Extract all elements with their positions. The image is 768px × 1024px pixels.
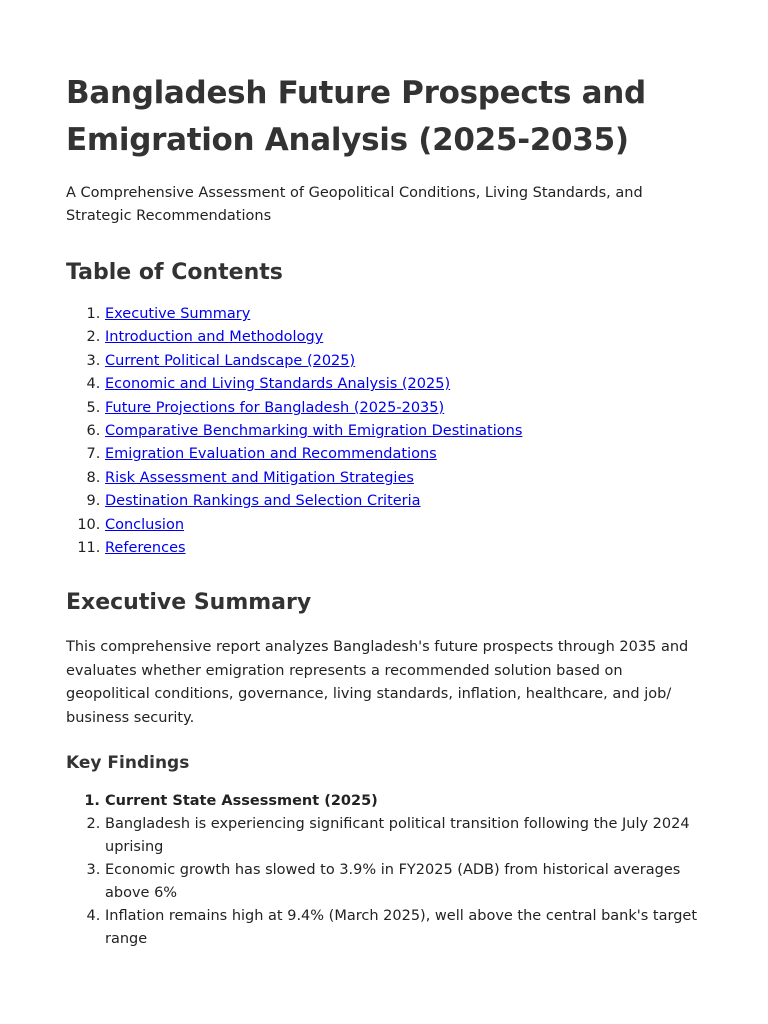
toc-item	[105, 303, 702, 326]
key-finding-item: 1. Current State Assessment (2025)	[105, 790, 702, 813]
toc-item	[105, 443, 702, 466]
page-title: Bangladesh Future Prospects and Emigration Analysis (2025-2035)	[66, 75, 646, 158]
toc-heading: Table of Contents	[66, 260, 283, 285]
key-findings-heading: Key Findings	[66, 753, 190, 774]
key-finding-item: 3. Economic growth has slowed to 3.9% in FY2025 (ADB) from historical averages above 6%	[105, 859, 702, 905]
toc-link-risk-assessment[interactable]: Risk Assessment and Mitigation Strategies	[105, 469, 414, 486]
toc-link-comparative-benchmarking[interactable]: Comparative Benchmarking with Emigration Destinations	[105, 423, 523, 440]
key-findings-list	[66, 790, 702, 951]
toc-list	[66, 303, 702, 560]
executive-summary-heading: Executive Summary	[66, 590, 312, 616]
toc-item	[105, 350, 702, 373]
executive-summary-paragraph: This comprehensive report analyzes Bangladesh's future prospects through 2035 and evaluates whether emigration represents a recommended solution based on geopolitical conditions, governance, living standards, inflation, healthcare, and job/ business security.	[66, 639, 689, 726]
toc-link-references[interactable]: References	[105, 540, 186, 557]
toc-link-destination-rankings[interactable]: Destination Rankings and Selection Criteria	[105, 493, 421, 510]
toc-item	[105, 537, 702, 560]
toc-item	[105, 467, 702, 490]
toc-item	[105, 490, 702, 513]
toc-item	[105, 397, 702, 420]
key-finding-item: 2. Bangladesh is experiencing significant political transition following the July 2024 uprising	[105, 813, 702, 859]
toc-item	[105, 514, 702, 537]
key-finding-item: 4. Inflation remains high at 9.4% (March 2025), well above the central bank's target range	[105, 905, 702, 951]
toc-link-economic-analysis[interactable]: Economic and Living Standards Analysis (2025)	[105, 376, 451, 393]
toc-item	[105, 326, 702, 349]
toc-link-future-projections[interactable]: Future Projections for Bangladesh (2025-2035)	[105, 399, 445, 416]
toc-item	[105, 420, 702, 443]
toc-link-emigration-evaluation[interactable]: Emigration Evaluation and Recommendations	[105, 446, 437, 463]
toc-link-executive-summary[interactable]: Executive Summary	[105, 306, 251, 322]
toc-link-introduction[interactable]: Introduction and Methodology	[105, 329, 324, 346]
page-subtitle: A Comprehensive Assessment of Geopolitical Conditions, Living Standards, and Strategic Recommendations	[66, 185, 643, 224]
toc-link-political-landscape[interactable]: Current Political Landscape (2025)	[105, 352, 356, 369]
toc-item	[105, 373, 702, 396]
toc-link-conclusion[interactable]: Conclusion	[105, 516, 185, 533]
